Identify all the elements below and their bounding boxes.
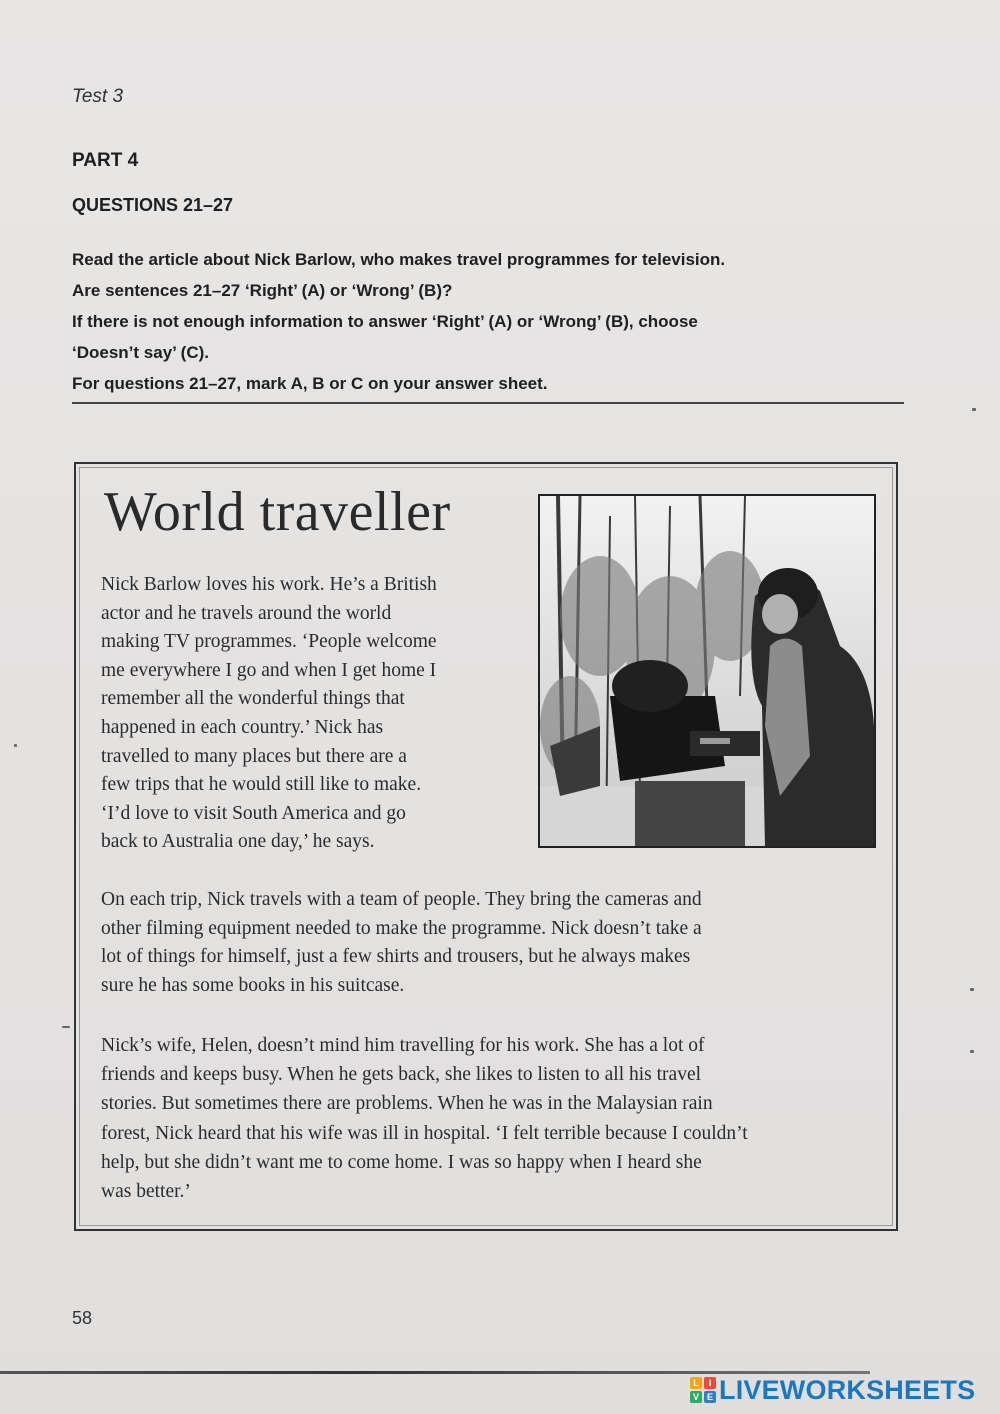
text-line: was better.’ bbox=[101, 1181, 191, 1203]
text-line: stories. But sometimes there are problems. When he was in the Malaysian rain bbox=[101, 1093, 713, 1115]
part-label: PART 4 bbox=[72, 150, 139, 171]
instructions bbox=[72, 244, 912, 399]
divider-rule bbox=[72, 402, 904, 404]
scan-speck bbox=[14, 744, 17, 747]
text-line: sure he has some books in his suitcase. bbox=[101, 974, 405, 996]
article-paragraph-2 bbox=[101, 886, 881, 1000]
text-line: happened in each country.’ Nick has bbox=[101, 716, 384, 738]
text-line: friends and keeps busy. When he gets back, she likes to listen to all his travel bbox=[101, 1064, 702, 1086]
liveworksheets-logo[interactable] bbox=[690, 1374, 975, 1406]
text-line: travelled to many places but there are a bbox=[101, 745, 407, 767]
instruction-line: For questions 21–27, mark A, B or C on your answer sheet. bbox=[72, 374, 548, 393]
logo-grid-icon bbox=[690, 1377, 716, 1403]
text-line: ‘I’d love to visit South America and go bbox=[101, 802, 406, 824]
text-line: me everywhere I go and when I get home I bbox=[101, 659, 437, 681]
text-line: making TV programmes. ‘People welcome bbox=[101, 631, 437, 653]
logo-tile: L bbox=[690, 1377, 702, 1389]
article-photo bbox=[538, 494, 876, 848]
scan-speck bbox=[62, 1026, 70, 1028]
text-line: On each trip, Nick travels with a team of people. They bring the cameras and bbox=[101, 889, 702, 910]
instruction-line: If there is not enough information to answer ‘Right’ (A) or ‘Wrong’ (B), choose bbox=[72, 312, 698, 331]
article-paragraph-3 bbox=[101, 1031, 881, 1206]
text-line: remember all the wonderful things that bbox=[101, 688, 405, 710]
text-line: actor and he travels around the world bbox=[101, 602, 392, 624]
scan-speck bbox=[972, 408, 976, 411]
text-line: forest, Nick heard that his wife was ill in hospital. ‘I felt terrible because I couldn’t bbox=[101, 1122, 748, 1144]
text-line: other filming equipment needed to make the programme. Nick doesn’t take a bbox=[101, 917, 702, 939]
instruction-line: Are sentences 21–27 ‘Right’ (A) or ‘Wrong’ (B)? bbox=[72, 281, 453, 300]
article-title: World traveller bbox=[104, 481, 451, 543]
text-line: few trips that he would still like to make. bbox=[101, 774, 422, 796]
text-line: Nick Barlow loves his work. He’s a British bbox=[101, 574, 437, 595]
logo-tile: E bbox=[704, 1391, 716, 1403]
instruction-line: Read the article about Nick Barlow, who makes travel programmes for television. bbox=[72, 250, 726, 269]
text-line: lot of things for himself, just a few shirts and trousers, but he always makes bbox=[101, 946, 691, 968]
scan-speck bbox=[970, 988, 974, 991]
scan-speck bbox=[970, 1050, 974, 1053]
instruction-line: ‘Doesn’t say’ (C). bbox=[72, 343, 209, 362]
text-line: Nick’s wife, Helen, doesn’t mind him travelling for his work. She has a lot of bbox=[101, 1035, 705, 1056]
text-line: help, but she didn’t want me to come home. I was so happy when I heard she bbox=[101, 1151, 702, 1173]
logo-tile: V bbox=[690, 1391, 702, 1403]
test-label: Test 3 bbox=[72, 86, 124, 107]
questions-label: QUESTIONS 21–27 bbox=[72, 195, 234, 215]
logo-tile: I bbox=[704, 1377, 716, 1389]
brand-text: LIVEWORKSHEETS bbox=[719, 1374, 976, 1405]
text-line: back to Australia one day,’ he says. bbox=[101, 831, 375, 853]
photo-illustration bbox=[540, 496, 874, 846]
page-number: 58 bbox=[72, 1308, 93, 1328]
article-paragraph-1 bbox=[101, 571, 521, 857]
